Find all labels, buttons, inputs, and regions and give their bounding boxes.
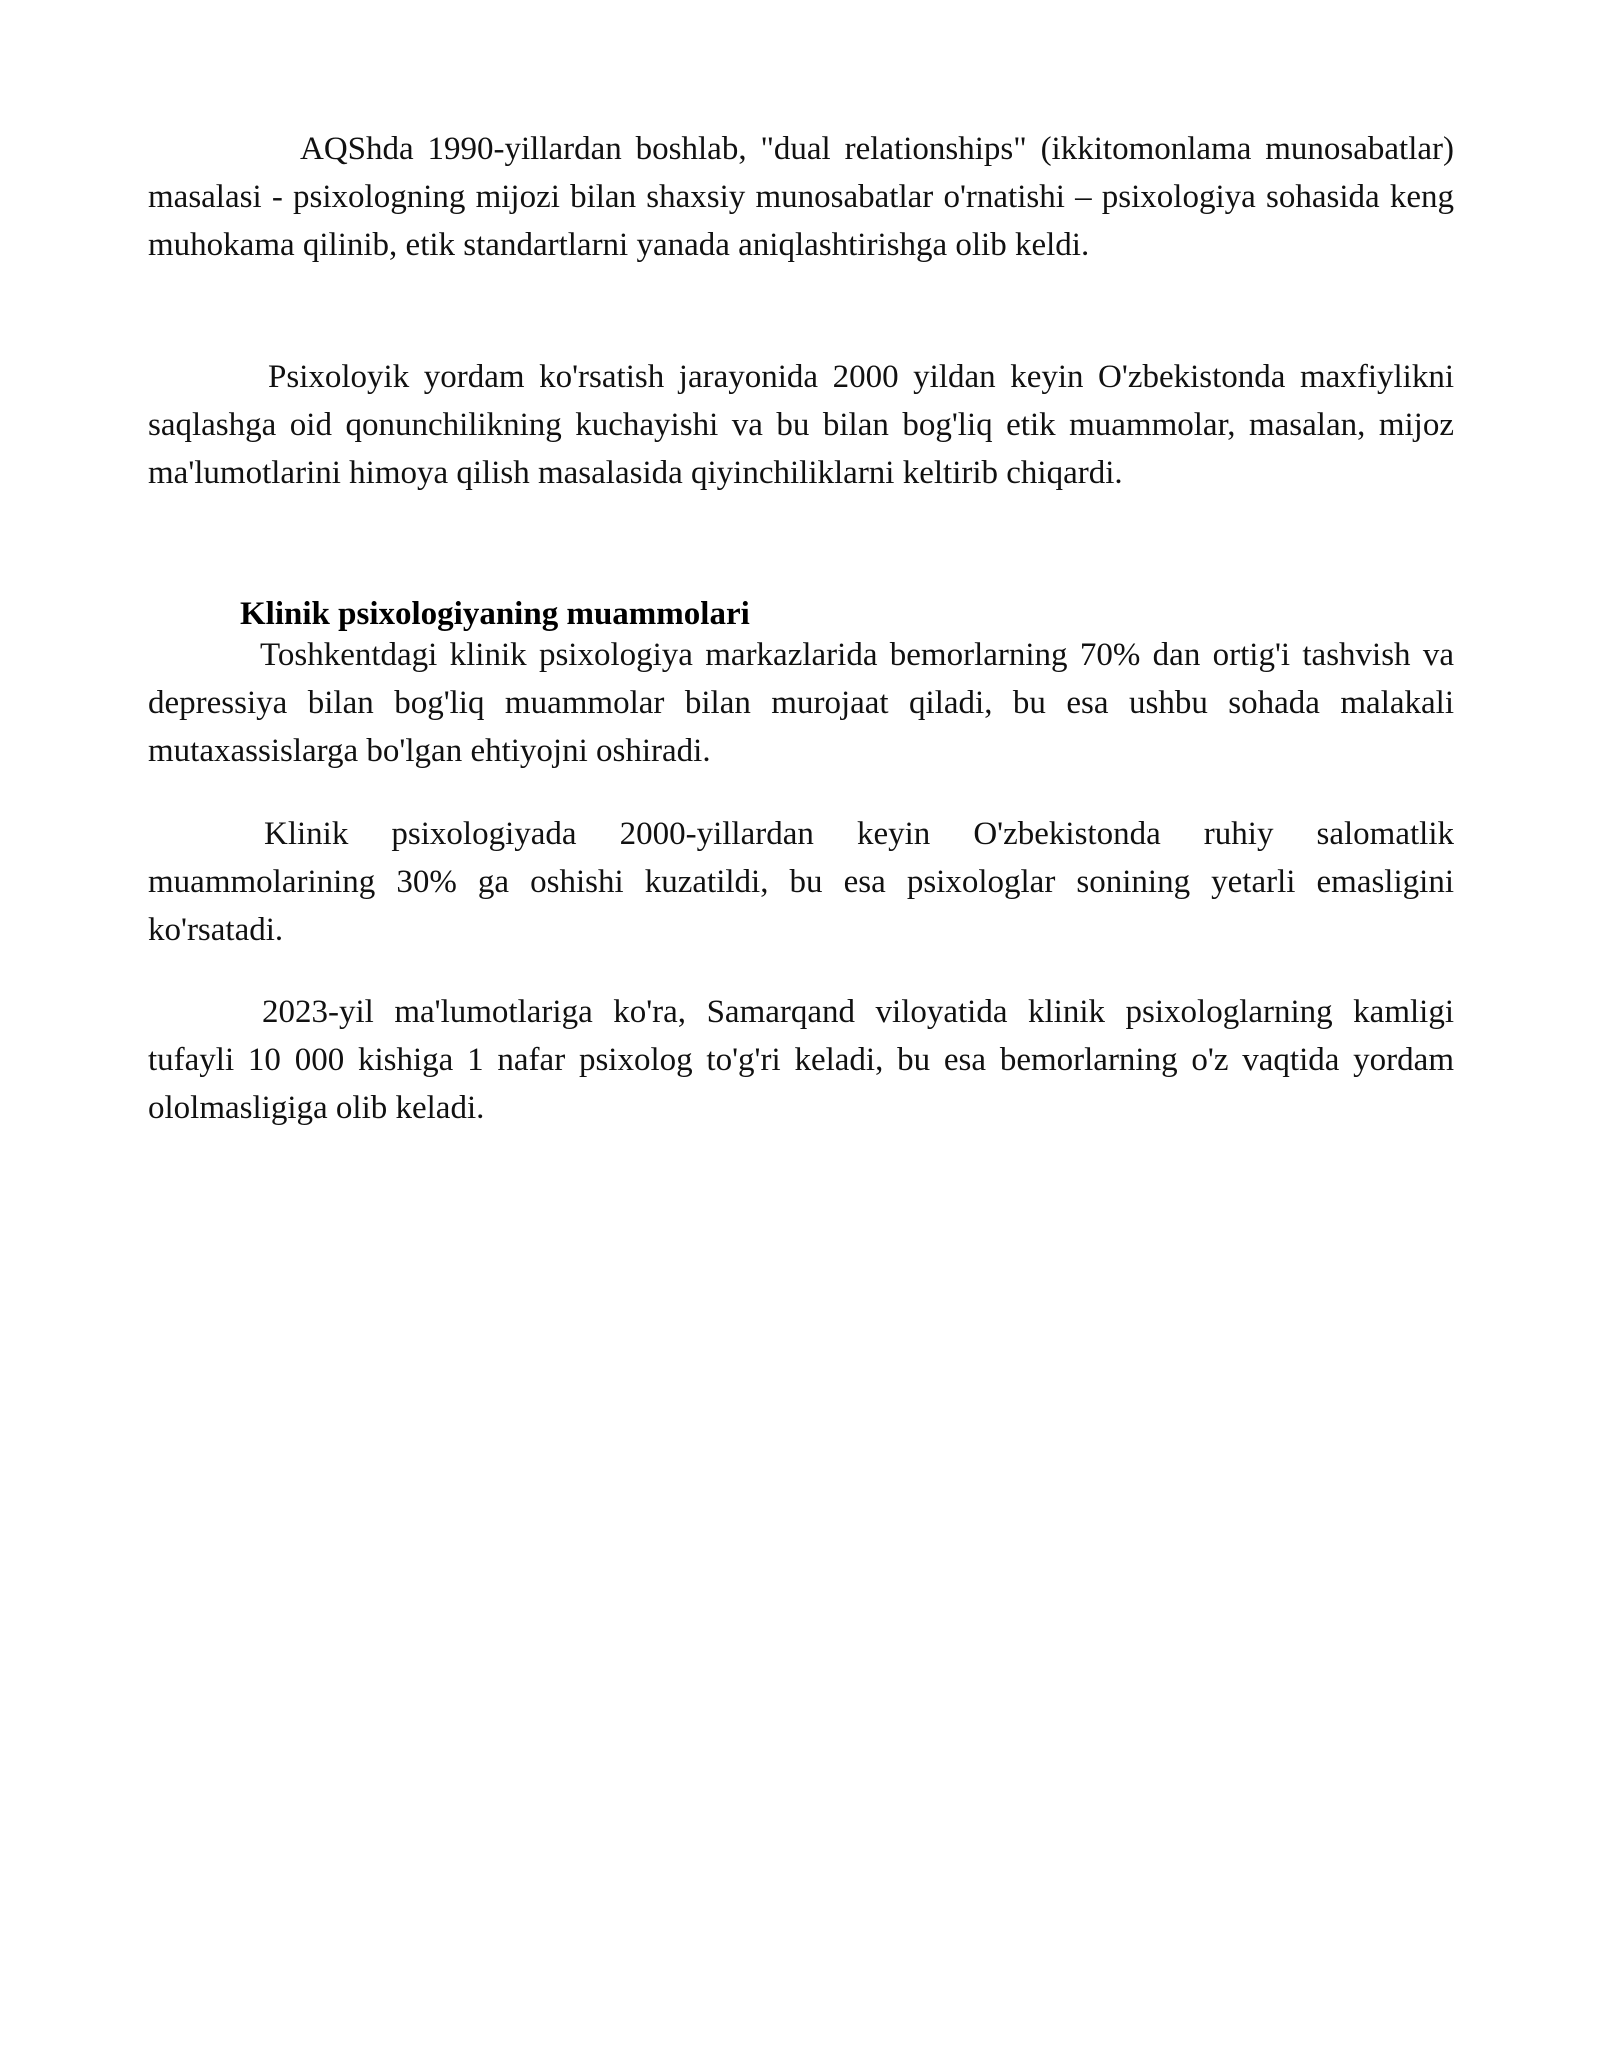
paragraph-tashkent-centers: Toshkentdagi klinik psixologiya markazlarida bemorlarning 70% dan ortig'i tashvish va depressiya bilan bog'liq muammolar bilan murojaat qiladi, bu esa ushbu sohada malakali mutaxassislarga bo'lgan ehtiyojni oshiradi.	[148, 637, 1454, 769]
paragraph-mental-health-growth: Klinik psixologiyada 2000-yillardan keyin O'zbekistonda ruhiy salomatlik muammolarining 30% ga oshishi kuzatildi, bu esa psixologlar sonining yetarli emasligini ko'rsatadi.	[148, 816, 1454, 948]
paragraph-dual-relationships: AQShda 1990-yillardan boshlab, "dual relationships" (ikkitomonlama munosabatlar) masalasi - psixologning mijozi bilan shaxsiy munosabatlar o'rnatishi – psixologiya sohasida keng muhokama qilinib, etik standartlarni yanada aniqlashtirishga olib keldi.	[148, 131, 1454, 263]
paragraph-confidentiality: Psixoloyik yordam ko'rsatish jarayonida 2000 yildan keyin O'zbekistonda maxfiylikni saqlashga oid qonunchilikning kuchayishi va bu bilan bog'liq etik muammolar, masalan, mijoz ma'lumotlarini himoya qilish masalasida qiyinchiliklarni keltirib chiqardi.	[148, 359, 1454, 491]
section-heading: Klinik psixologiyaning muammolari	[240, 596, 750, 632]
paragraph-samarkand-shortage: 2023-yil ma'lumotlariga ko'ra, Samarqand viloyatida klinik psixologlarning kamligi tufayli 10 000 kishiga 1 nafar psixolog to'g'ri keladi, bu esa bemorlarning o'z vaqtida yordam ololmasligiga olib keladi.	[148, 994, 1454, 1126]
